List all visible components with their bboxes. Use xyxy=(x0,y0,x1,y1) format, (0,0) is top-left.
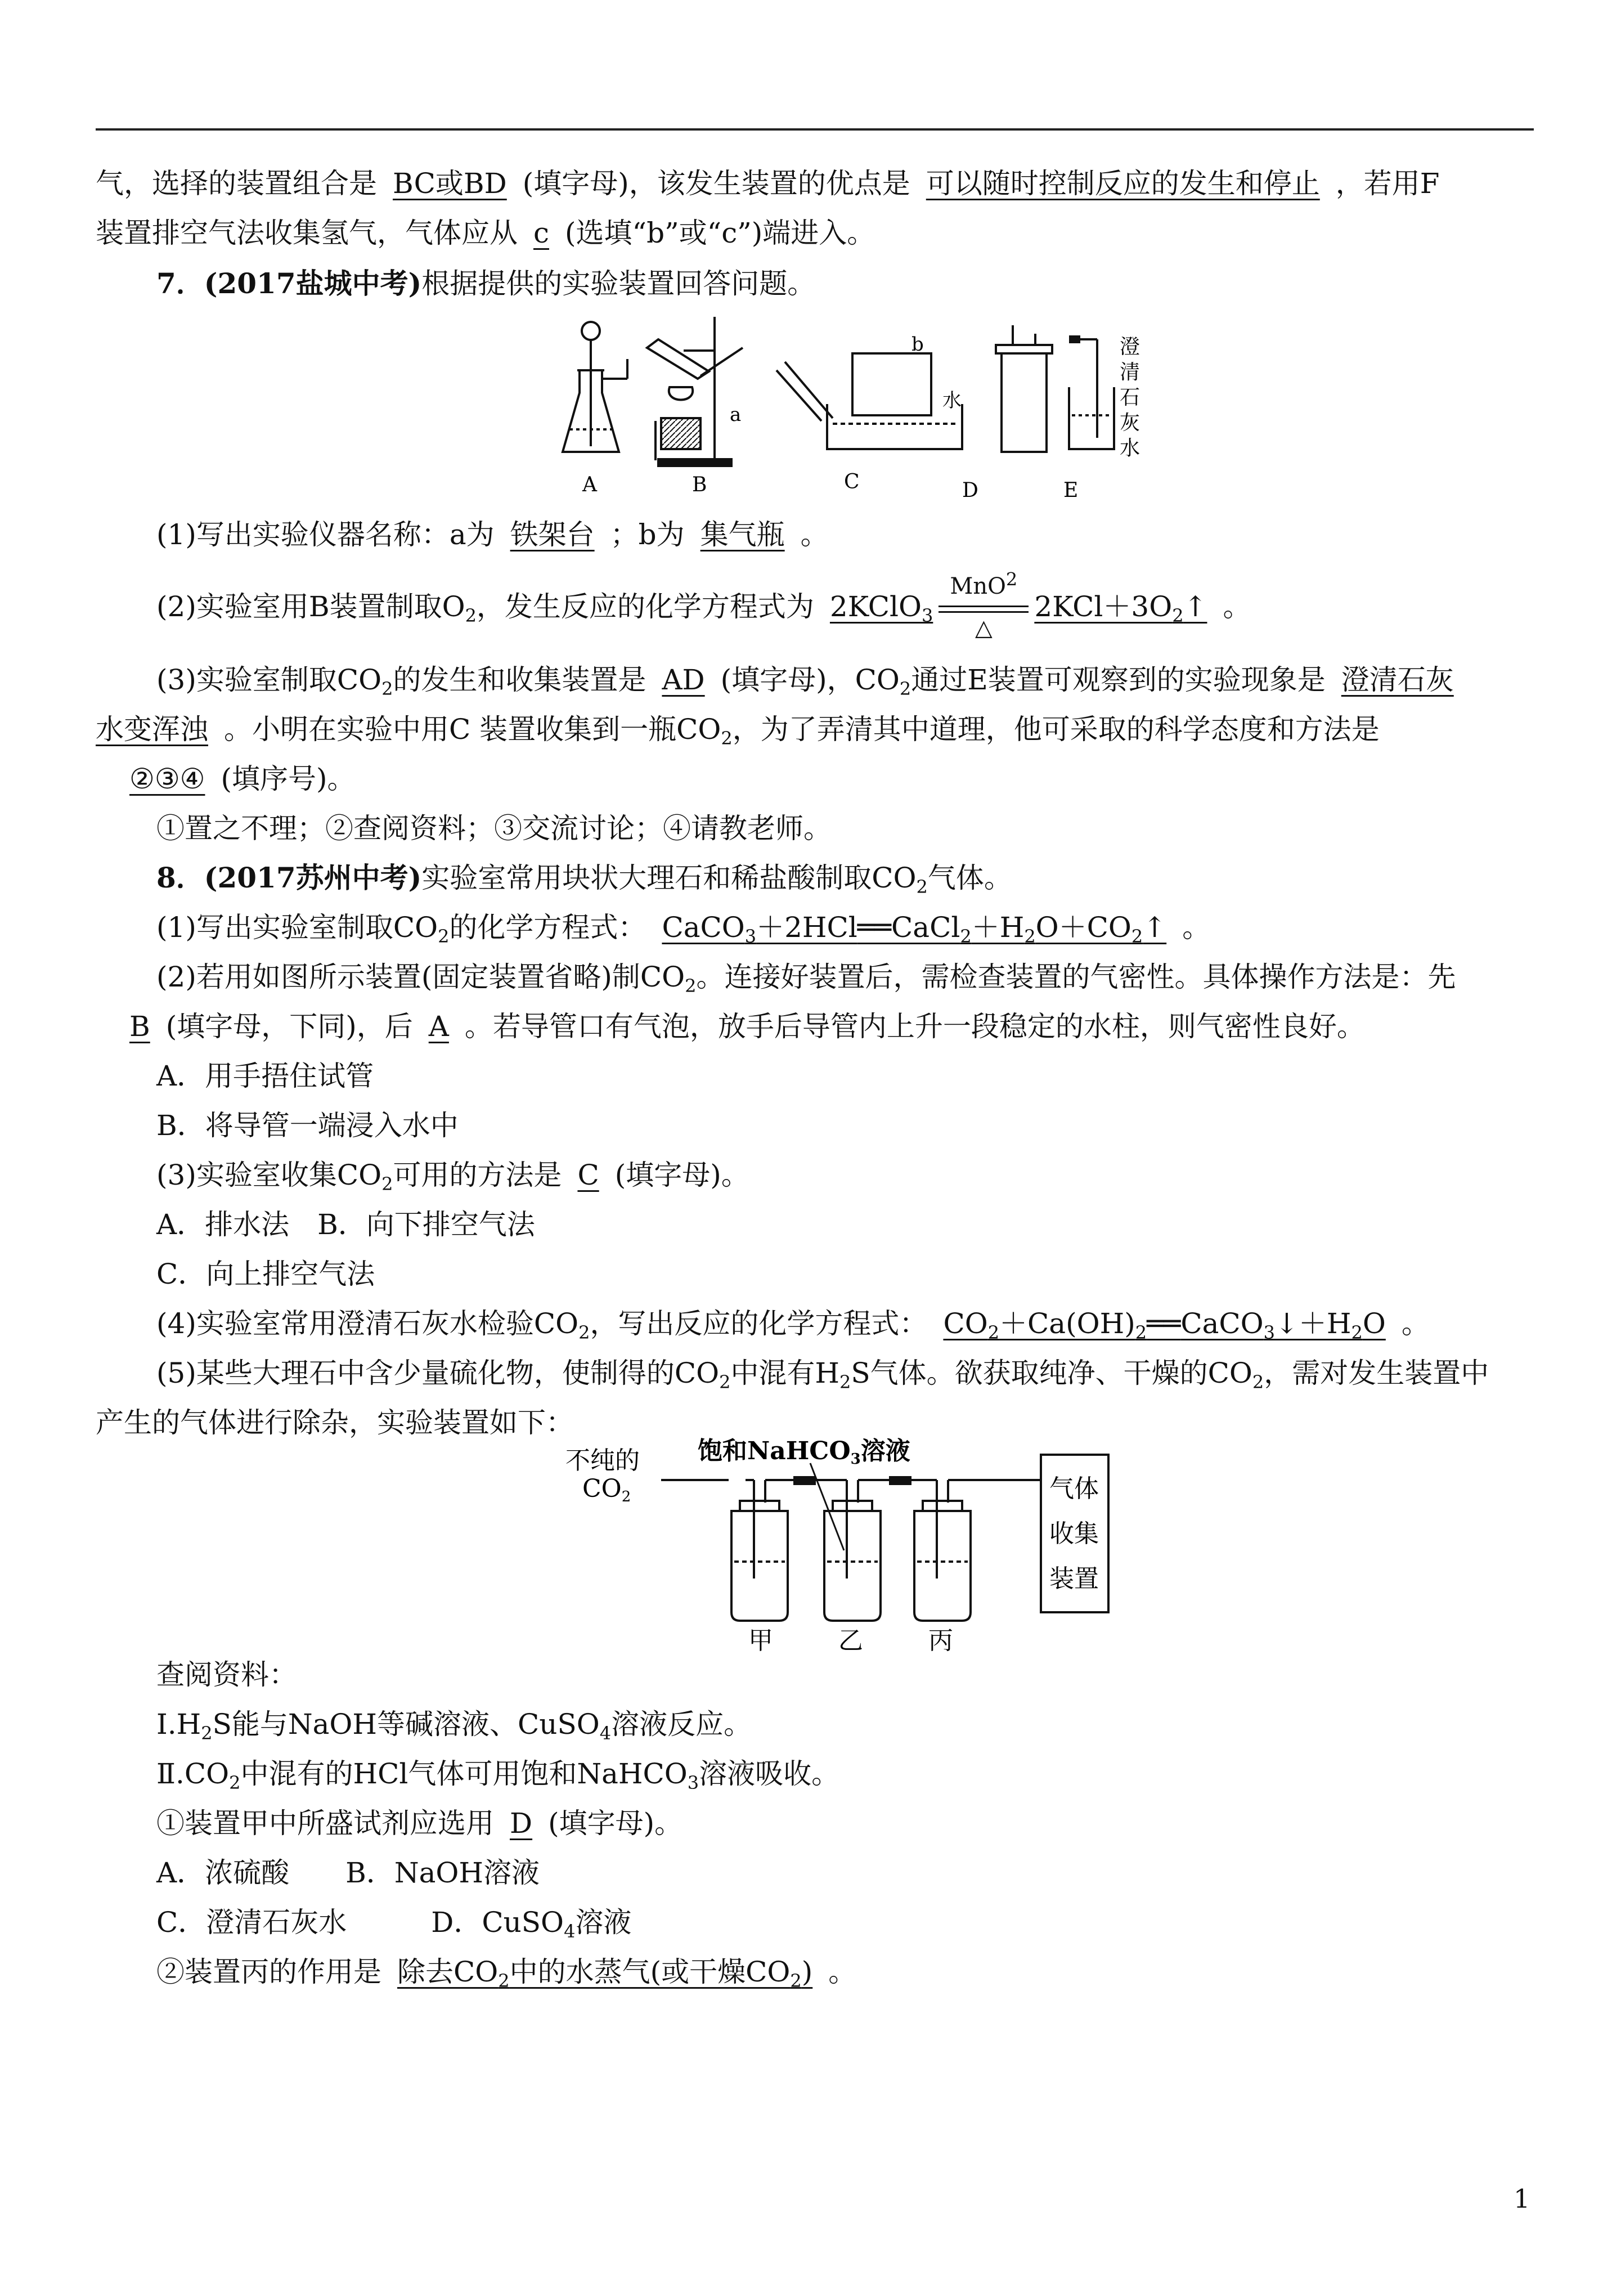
q8-part2-line1: (2)若用如图所示装置(固定装置省略)制$CO_2$。连接好装置后，需检查装置的气密性。具体操作方法是：先 xyxy=(156,961,1456,997)
q7-part2: (2)实验室用B装置制取$O_2$，发生反应的化学方程式为 2KClO$_3$ $\frac{MnO^2}{\triangle}$ $2KCl+3O_2↑$ 。 xyxy=(156,568,1251,641)
q6-line1: 气，选择的装置组合是 BC或BD (填字母)，该发生装置的优点是 可以随时控制反应的发生和停止 ，若用F xyxy=(96,167,1440,200)
answer-blank: AD xyxy=(662,663,705,696)
answer-equation: 2KClO$_3$ $\frac{MnO^2}{\triangle}$ $2KCl+3O_2↑$ xyxy=(829,568,1207,641)
q8-part3-optC: C．向上排空气法 xyxy=(156,1258,375,1290)
q8-purification-figure xyxy=(563,1437,1125,1655)
q7-apparatus-figure xyxy=(557,308,1140,505)
svg-text:水: 水 xyxy=(1120,437,1140,460)
label-B: B xyxy=(692,473,707,496)
tube-connector xyxy=(793,1476,816,1485)
q8-part3-optAB: A．排水法 B．向下排空气法 xyxy=(156,1208,535,1241)
q7-part3-line3: ②③④ (填序号)。 xyxy=(96,762,1536,796)
answer-equation: $CaCO_3+2HCl══CaCl_2+H_2O+CO_2↑$ xyxy=(662,911,1167,947)
label-co2: CO2 xyxy=(582,1474,631,1505)
hose-clip xyxy=(1069,335,1080,343)
q8-sub1-optAB: A．浓硫酸 B．NaOH溶液 xyxy=(156,1856,540,1889)
label-limewater: 澄 xyxy=(1120,335,1140,358)
header-rule xyxy=(96,128,1534,131)
apparatus-a xyxy=(563,322,627,452)
apparatus-b xyxy=(647,317,743,466)
gas-train xyxy=(661,1455,1108,1621)
label-impure: 不纯的 xyxy=(565,1446,640,1475)
answer-blank: ②③④ xyxy=(129,763,205,795)
q7-part1: (1)写出实验仪器名称：a为 铁架台 ；b为 集气瓶 。 xyxy=(156,518,829,551)
label-D: D xyxy=(962,479,978,502)
reference-1: $Ⅰ.H_2S$能与NaOH等碱溶液、CuSO$_4$溶液反应。 xyxy=(156,1708,752,1744)
svg-text:清: 清 xyxy=(1120,361,1140,384)
answer-blank: BC或BD xyxy=(393,167,507,200)
label-bottle-bing: 丙 xyxy=(928,1626,953,1655)
answer-blank: 可以随时控制反应的发生和停止 xyxy=(926,167,1320,200)
answer-blank: C xyxy=(577,1159,599,1191)
answer-blank: 澄清石灰 xyxy=(1341,663,1454,696)
answer-blank: 水变浑浊 xyxy=(96,713,208,746)
answer-blank: 铁架台 xyxy=(510,518,595,551)
q8-sub1-optCD: C．澄清石灰水 D．CuSO$_4$溶液 xyxy=(156,1906,632,1942)
answer-blank: c xyxy=(533,217,550,249)
page-number: 1 xyxy=(1514,2183,1530,2214)
q8-part4: (4)实验室常用澄清石灰水检验$CO_2$，写出反应的化学方程式： $CO_2+Ca(OH)_2══CaCO_3↓+H_2O$ 。 xyxy=(156,1307,1430,1343)
apparatus-c xyxy=(776,353,962,449)
answer-blank: A xyxy=(428,1010,449,1043)
answer-blank: B xyxy=(129,1010,150,1043)
tube-connector xyxy=(889,1476,911,1485)
q7-part3-line1: (3)实验室制取$CO_2$的发生和收集装置是 AD (填字母)，$CO_2$通过E装置可观察到的实验现象是 澄清石灰 xyxy=(156,663,1597,697)
q8-sub2: ②装置丙的作用是 除去$CO_2$中的水蒸气(或干燥$CO_2$) 。 xyxy=(156,1956,857,1992)
reference-2: $Ⅱ.CO_2$中混有的HCl气体可用饱和NaHCO$_3$溶液吸收。 xyxy=(156,1757,840,1793)
q7-part3-line2: 水变浑浊 。小明在实验中用C 装置收集到一瓶$CO_2$，为了弄清其中道理，他可采取的科学态度和方法是 xyxy=(96,713,1380,749)
apparatus-e xyxy=(1069,339,1114,449)
q8-part3: (3)实验室收集$CO_2$可用的方法是 C (填字母)。 xyxy=(156,1159,749,1195)
answer-equation: $CO_2+Ca(OH)_2══CaCO_3↓+H_2O$ xyxy=(943,1307,1386,1343)
answer-blank: D xyxy=(510,1807,533,1840)
label-A: A xyxy=(582,473,597,496)
label-b: b xyxy=(911,333,924,356)
q7-options: ①置之不理；②查阅资料；③交流讨论；④请教老师。 xyxy=(156,812,832,845)
label-box-line3: 装置 xyxy=(1049,1564,1099,1593)
q8-sub1: ①装置甲中所盛试剂应选用 D (填字母)。 xyxy=(156,1807,683,1840)
label-a: a xyxy=(730,403,742,426)
apparatus-d xyxy=(996,325,1052,452)
q8-part5-line1: (5)某些大理石中含少量硫化物，使制得的$CO_2$中混有$H_2S$气体。欲获取纯净、干燥的$CO_2$，需对发生装置中 xyxy=(156,1357,1489,1393)
reaction-condition: $\frac{MnO^2}{\triangle}$ xyxy=(933,592,1034,626)
q8-part2-optB: B．将导管一端浸入水中 xyxy=(156,1109,459,1142)
q7-stem: 7．(2017盐城中考)根据提供的实验装置回答问题。 xyxy=(156,267,816,300)
q8-stem: 8．(2017苏州中考)实验室常用块状大理石和稀盐酸制取$CO_2$气体。 xyxy=(156,861,1012,898)
answer-blank: 集气瓶 xyxy=(700,518,785,551)
q8-part2-line2: B (填字母，下同)，后 A 。若导管口有气泡，放手后导管内上升一段稳定的水柱，则气密性良好。 xyxy=(96,1010,1536,1043)
q8-part2-optA: A．用手捂住试管 xyxy=(156,1060,374,1092)
label-C: C xyxy=(844,470,860,494)
answer-blank: 除去$CO_2$中的水蒸气(或干燥$CO_2$) xyxy=(397,1956,813,1992)
label-bottle-yi: 乙 xyxy=(838,1626,863,1655)
q8-part5-line2: 产生的气体进行除杂，实验装置如下： xyxy=(96,1406,574,1439)
svg-text:石: 石 xyxy=(1120,386,1140,409)
svg-text:灰: 灰 xyxy=(1120,411,1140,434)
q6-line2: 装置排空气法收集氢气，气体应从 c (选填“b”或“c”)端进入。 xyxy=(96,217,875,249)
label-box-line2: 收集 xyxy=(1049,1519,1099,1548)
reference-title: 查阅资料： xyxy=(156,1658,297,1691)
label-box-line1: 气体 xyxy=(1049,1474,1099,1503)
label-E: E xyxy=(1063,479,1079,502)
label-bottle-jia: 甲 xyxy=(748,1626,773,1655)
label-saturated-nahco3: 饱和NaHCO3溶液 xyxy=(698,1437,910,1468)
label-water: 水 xyxy=(942,389,962,412)
q8-part1: (1)写出实验室制取$CO_2$的化学方程式： $CaCO_3+2HCl══CaCl_2+H_2O+CO_2↑$ 。 xyxy=(156,911,1211,947)
